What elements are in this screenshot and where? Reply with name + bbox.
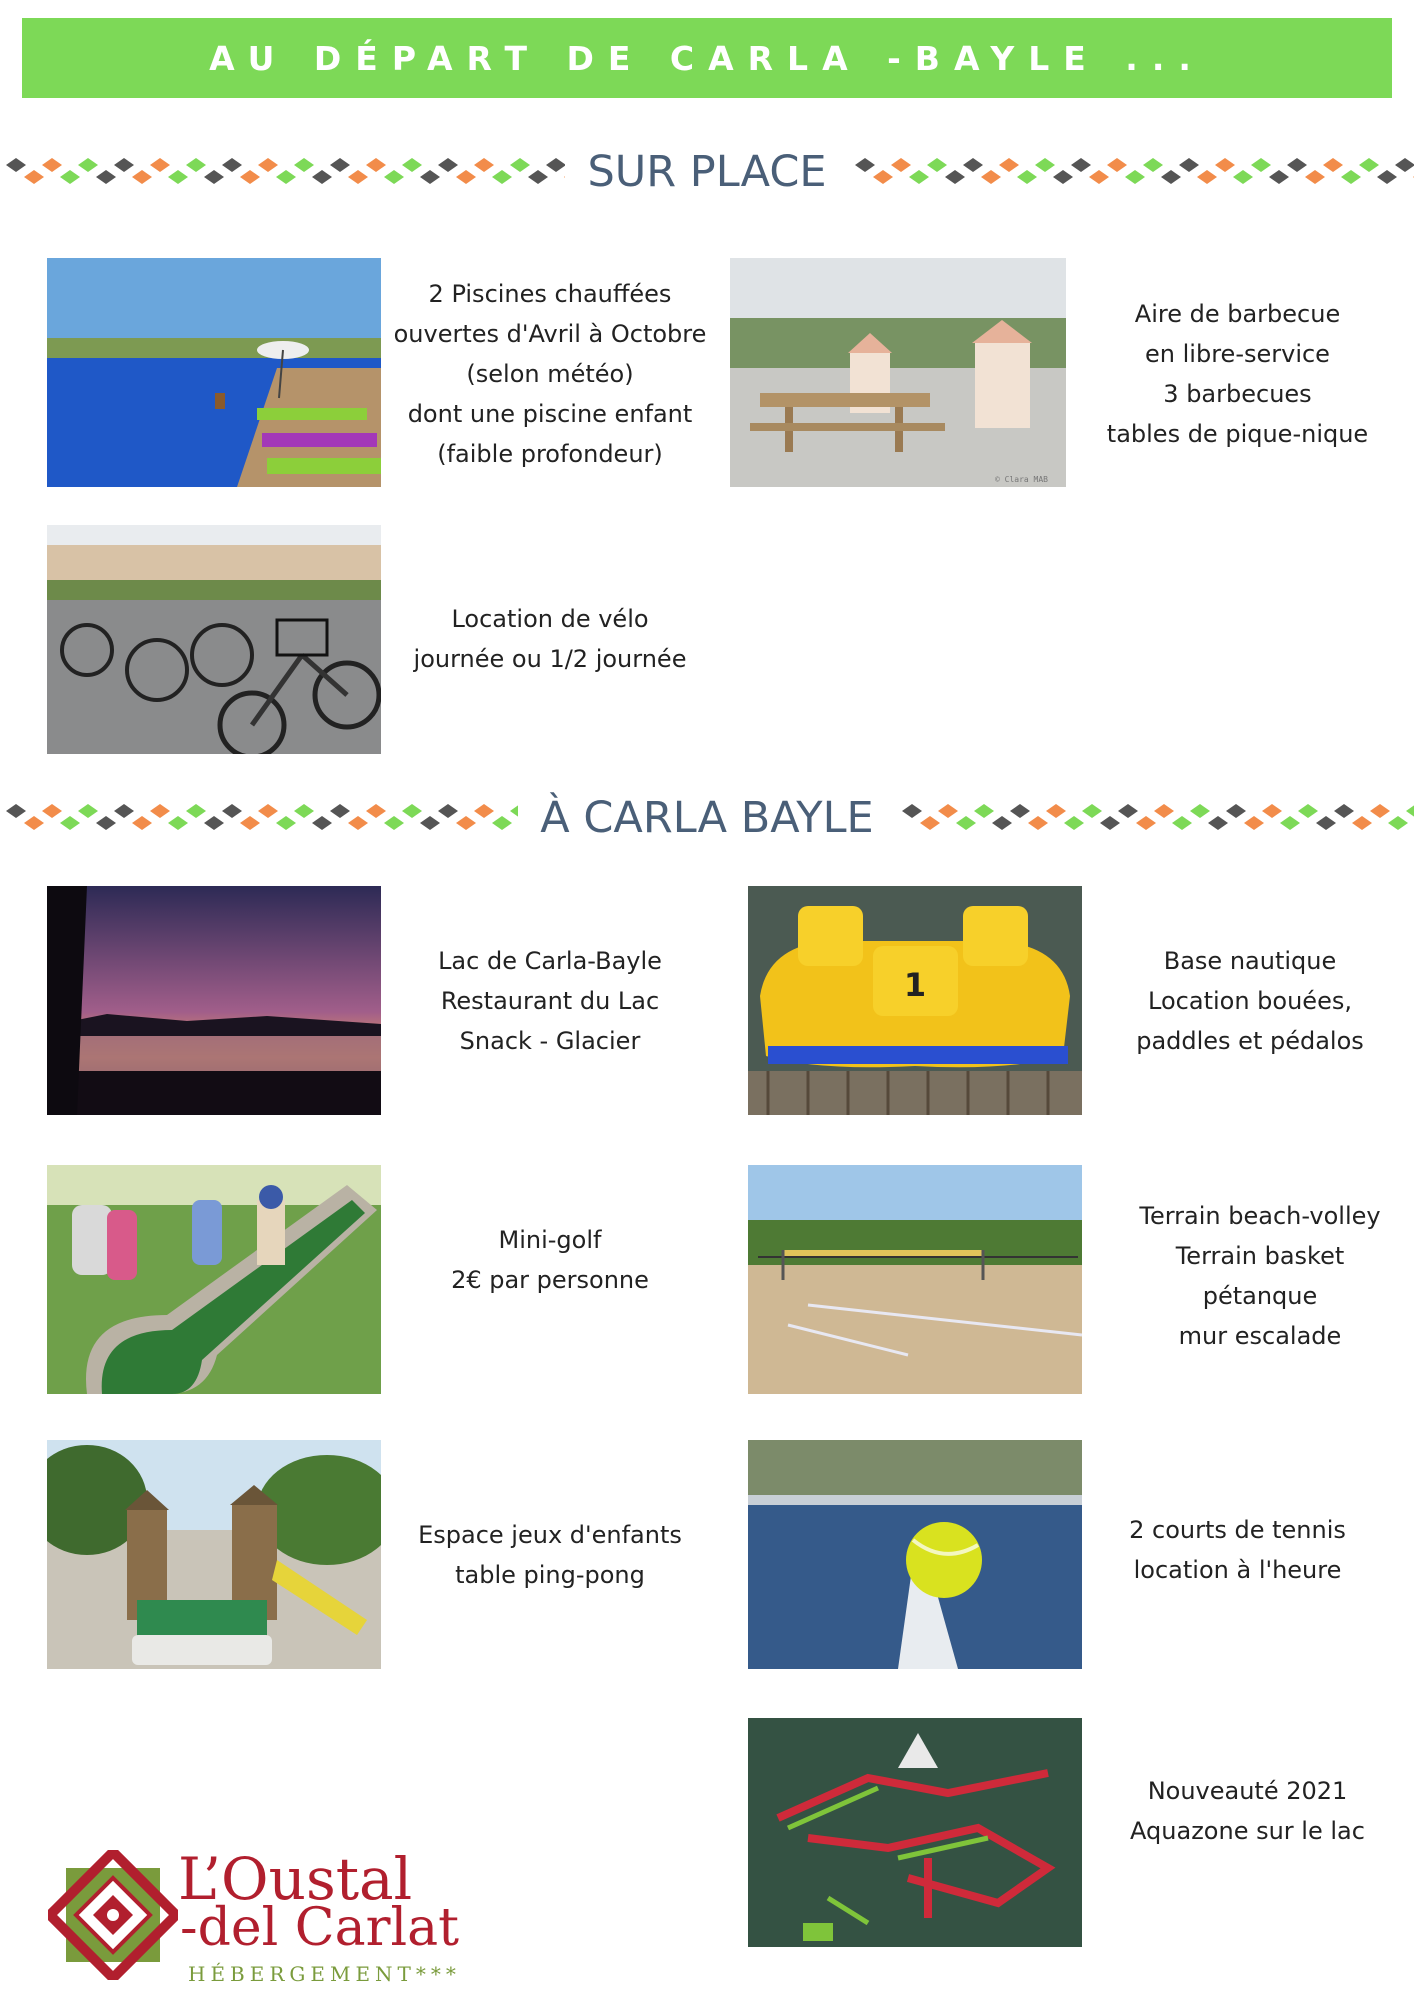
tennis-photo [748, 1440, 1082, 1669]
zigzag-diamond [492, 170, 512, 184]
zigzag-diamond [420, 816, 440, 830]
zigzag-diamond [402, 158, 422, 172]
zigzag-diamond [222, 158, 242, 172]
zigzag-diamond [1035, 158, 1055, 172]
zigzag-diamond [420, 170, 440, 184]
zigzag-diamond [1028, 816, 1048, 830]
zigzag-diamond [258, 158, 278, 172]
zigzag-diamond [510, 158, 530, 172]
zigzag-diamond [150, 158, 170, 172]
zigzag-diamond [276, 816, 296, 830]
zigzag-diamond [1125, 170, 1145, 184]
zigzag-diamond [1226, 804, 1246, 818]
zigzag-divider-right [849, 157, 1414, 187]
zigzag-diamond [1251, 158, 1271, 172]
zigzag-diamond [1107, 158, 1127, 172]
zigzag-diamond [330, 804, 350, 818]
zigzag-diamond [492, 816, 512, 830]
zigzag-diamond [1370, 804, 1390, 818]
zigzag-diamond [348, 816, 368, 830]
beach-volley-photo [748, 1165, 1082, 1394]
zigzag-diamond [1190, 804, 1210, 818]
zigzag-diamond [384, 170, 404, 184]
zigzag-diamond [1179, 158, 1199, 172]
logo-emblem [48, 1850, 178, 1980]
zigzag-diamond [1316, 816, 1336, 830]
zigzag-diamond [1269, 170, 1289, 184]
zigzag-diamond [1197, 170, 1217, 184]
nautical-base-caption: Base nautique Location bouées, paddles et pédalos [1136, 947, 1364, 1055]
bikes-caption: Location de vélo journée ou 1/2 journée [413, 605, 687, 673]
minigolf-photo [47, 1165, 381, 1394]
playground-caption: Espace jeux d'enfants table ping-pong [418, 1521, 682, 1589]
zigzag-diamond [1305, 170, 1325, 184]
zigzag-diamond [945, 170, 965, 184]
zigzag-diamond [956, 816, 976, 830]
zigzag-diamond [78, 158, 98, 172]
logo-line-2: -del Carlat [180, 1898, 459, 1958]
zigzag-diamond [938, 804, 958, 818]
zigzag-diamond [60, 170, 80, 184]
zigzag-diamond [222, 804, 242, 818]
zigzag-diamond [42, 158, 62, 172]
zigzag-diamond [96, 816, 116, 830]
section-title: À CARLA BAYLE [540, 793, 874, 843]
zigzag-diamond [276, 170, 296, 184]
zigzag-diamond [438, 158, 458, 172]
minigolf-caption: Mini-golf 2€ par personne [451, 1226, 649, 1294]
zigzag-diamond [42, 804, 62, 818]
zigzag-diamond [891, 158, 911, 172]
zigzag-diamond [1388, 816, 1408, 830]
zigzag-diamond [1071, 158, 1091, 172]
zigzag-diamond [1082, 804, 1102, 818]
section-heading-sur-place [0, 142, 1414, 202]
zigzag-diamond [366, 804, 386, 818]
zigzag-divider-left [0, 157, 565, 187]
zigzag-diamond [330, 158, 350, 172]
pool-photo [47, 258, 381, 487]
zigzag-diamond [873, 170, 893, 184]
zigzag-diamond [981, 170, 1001, 184]
photo-credit: © Clara MAB [995, 475, 1048, 484]
zigzag-diamond [1298, 804, 1318, 818]
zigzag-diamond [294, 804, 314, 818]
zigzag-diamond [528, 170, 548, 184]
zigzag-diamond [1118, 804, 1138, 818]
zigzag-diamond [132, 170, 152, 184]
zigzag-diamond [402, 804, 422, 818]
pedalo-number: 1 [903, 966, 927, 1004]
zigzag-diamond [24, 170, 44, 184]
zigzag-diamond [186, 804, 206, 818]
zigzag-diamond [312, 170, 332, 184]
zigzag-diamond [1089, 170, 1109, 184]
zigzag-diamond [510, 804, 518, 818]
zigzag-diamond [855, 158, 875, 172]
zigzag-diamond [168, 170, 188, 184]
zigzag-diamond [186, 158, 206, 172]
zigzag-diamond [1406, 804, 1414, 818]
zigzag-diamond [204, 816, 224, 830]
zigzag-diamond [1233, 170, 1253, 184]
zigzag-diamond [1172, 816, 1192, 830]
pedalo-photo [748, 886, 1082, 1115]
zigzag-diamond [1341, 170, 1361, 184]
zigzag-diamond [258, 804, 278, 818]
zigzag-diamond [902, 804, 922, 818]
zigzag-diamond [1323, 158, 1343, 172]
zigzag-diamond [909, 170, 929, 184]
zigzag-diamond [168, 816, 188, 830]
zigzag-diamond [546, 158, 565, 172]
zigzag-diamond [96, 170, 116, 184]
zigzag-diamond [312, 816, 332, 830]
header-banner [22, 18, 1392, 98]
oustal-logo [48, 1845, 461, 1986]
zigzag-diamond [474, 158, 494, 172]
zigzag-diamond [114, 158, 134, 172]
zigzag-diamond [1352, 816, 1372, 830]
zigzag-diamond [963, 158, 983, 172]
zigzag-diamond [1334, 804, 1354, 818]
zigzag-diamond [24, 816, 44, 830]
zigzag-diamond [999, 158, 1019, 172]
zigzag-diamond [6, 158, 26, 172]
logo-line-1: L’Oustal [178, 1845, 413, 1913]
zigzag-diamond [974, 804, 994, 818]
section-title: SUR PLACE [587, 147, 827, 197]
zigzag-divider-right [896, 803, 1414, 833]
zigzag-diamond [1287, 158, 1307, 172]
zigzag-diamond [204, 170, 224, 184]
zigzag-diamond [456, 170, 476, 184]
zigzag-diamond [384, 816, 404, 830]
zigzag-diamond [1244, 816, 1264, 830]
playground-photo [47, 1440, 381, 1669]
zigzag-diamond [456, 816, 476, 830]
aquazone-caption: Nouveauté 2021 Aquazone sur le lac [1130, 1777, 1365, 1845]
page-title: AU DÉPART DE CARLA -BAYLE ... [209, 38, 1205, 78]
bikes-photo [47, 525, 381, 754]
zigzag-diamond [1136, 816, 1156, 830]
zigzag-diamond [992, 816, 1012, 830]
zigzag-diamond [1100, 816, 1120, 830]
zigzag-diamond [1280, 816, 1300, 830]
zigzag-diamond [1010, 804, 1030, 818]
zigzag-diamond [1161, 170, 1181, 184]
sports-caption: Terrain beach-volley Terrain basket pétanque mur escalade [1139, 1202, 1381, 1350]
zigzag-diamond [920, 816, 940, 830]
zigzag-diamond [132, 816, 152, 830]
zigzag-diamond [1395, 158, 1414, 172]
zigzag-diamond [1208, 816, 1228, 830]
section-heading-carla-bayle [0, 788, 1414, 848]
zigzag-diamond [1377, 170, 1397, 184]
zigzag-diamond [1046, 804, 1066, 818]
logo-line-3: HÉBERGEMENT*** [188, 1962, 461, 1986]
barbecue-caption: Aire de barbecue en libre-service 3 barbecues tables de pique-nique [1106, 300, 1369, 448]
zigzag-diamond [1215, 158, 1235, 172]
zigzag-diamond [1262, 804, 1282, 818]
pool-caption: 2 Piscines chauffées ouvertes d'Avril à Octobre (selon météo) dont une piscine enfant (faible profondeur) [393, 280, 707, 468]
zigzag-diamond [78, 804, 98, 818]
zigzag-diamond [240, 816, 260, 830]
zigzag-diamond [294, 158, 314, 172]
zigzag-diamond [60, 816, 80, 830]
zigzag-diamond [348, 170, 368, 184]
zigzag-diamond [6, 804, 26, 818]
zigzag-diamond [1064, 816, 1084, 830]
zigzag-diamond [1154, 804, 1174, 818]
aquazone-photo [748, 1718, 1082, 1947]
zigzag-diamond [1143, 158, 1163, 172]
zigzag-diamond [366, 158, 386, 172]
zigzag-diamond [114, 804, 134, 818]
lake-sunset-photo [47, 886, 381, 1115]
tennis-caption: 2 courts de tennis location à l'heure [1129, 1516, 1346, 1584]
zigzag-diamond [1017, 170, 1037, 184]
zigzag-divider-left [0, 803, 518, 833]
zigzag-diamond [927, 158, 947, 172]
zigzag-diamond [474, 804, 494, 818]
lake-caption: Lac de Carla-Bayle Restaurant du Lac Snack - Glacier [438, 947, 662, 1055]
zigzag-diamond [438, 804, 458, 818]
zigzag-diamond [150, 804, 170, 818]
zigzag-diamond [240, 170, 260, 184]
zigzag-diamond [1359, 158, 1379, 172]
barbecue-photo [730, 258, 1066, 487]
zigzag-diamond [1053, 170, 1073, 184]
